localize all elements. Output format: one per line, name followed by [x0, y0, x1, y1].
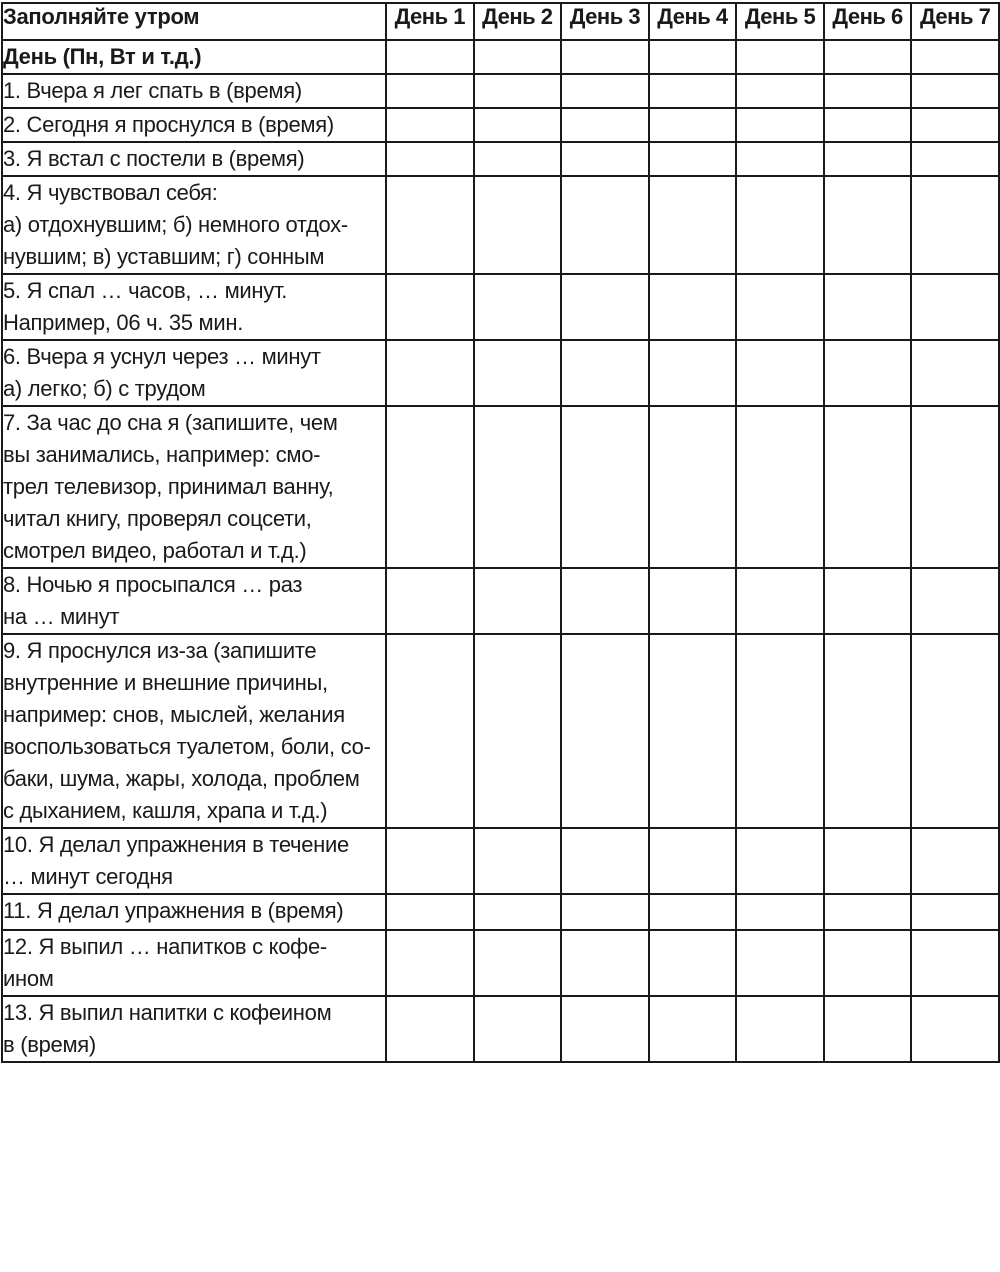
- entry-cell-day-2[interactable]: [474, 340, 562, 406]
- entry-cell-day-4[interactable]: [649, 568, 737, 634]
- sleep-diary-table: [1, 2, 1000, 1063]
- entry-cell-day-4[interactable]: [649, 40, 737, 74]
- entry-cell-day-7[interactable]: [911, 568, 999, 634]
- header-row: [2, 3, 999, 40]
- entry-cell-day-3[interactable]: [561, 340, 649, 406]
- entry-cell-day-7[interactable]: [911, 406, 999, 568]
- entry-cell-day-3[interactable]: [561, 74, 649, 108]
- entry-cell-day-6[interactable]: [824, 894, 912, 930]
- header-fill-in-morning: Заполняйте утром: [2, 3, 386, 40]
- entry-cell-day-6[interactable]: [824, 274, 912, 340]
- table-row: [2, 74, 999, 108]
- table-row: [2, 634, 999, 828]
- entry-cell-day-1[interactable]: [386, 568, 474, 634]
- entry-cell-day-5[interactable]: [736, 894, 824, 930]
- entry-cell-day-3[interactable]: [561, 176, 649, 274]
- row-label: 12. Я выпил … напитков с кофе- ином: [2, 930, 386, 996]
- entry-cell-day-7[interactable]: [911, 142, 999, 176]
- table-row: [2, 996, 999, 1062]
- header-day-1: День 1: [386, 3, 474, 40]
- entry-cell-day-3[interactable]: [561, 634, 649, 828]
- entry-cell-day-4[interactable]: [649, 340, 737, 406]
- entry-cell-day-2[interactable]: [474, 894, 562, 930]
- entry-cell-day-6[interactable]: [824, 996, 912, 1062]
- row-label: 10. Я делал упражнения в течение … минут сегодня: [2, 828, 386, 894]
- entry-cell-day-6[interactable]: [824, 568, 912, 634]
- entry-cell-day-6[interactable]: [824, 634, 912, 828]
- row-label: 8. Ночью я просыпался … раз на … минут: [2, 568, 386, 634]
- entry-cell-day-7[interactable]: [911, 108, 999, 142]
- entry-cell-day-1[interactable]: [386, 40, 474, 74]
- entry-cell-day-7[interactable]: [911, 74, 999, 108]
- header-day-4: День 4: [649, 3, 737, 40]
- entry-cell-day-4[interactable]: [649, 142, 737, 176]
- entry-cell-day-2[interactable]: [474, 828, 562, 894]
- entry-cell-day-3[interactable]: [561, 40, 649, 74]
- entry-cell-day-1[interactable]: [386, 176, 474, 274]
- entry-cell-day-4[interactable]: [649, 176, 737, 274]
- entry-cell-day-3[interactable]: [561, 142, 649, 176]
- entry-cell-day-1[interactable]: [386, 894, 474, 930]
- row-label: 13. Я выпил напитки с кофеином в (время): [2, 996, 386, 1062]
- entry-cell-day-2[interactable]: [474, 142, 562, 176]
- entry-cell-day-3[interactable]: [561, 894, 649, 930]
- entry-cell-day-5[interactable]: [736, 930, 824, 996]
- entry-cell-day-6[interactable]: [824, 74, 912, 108]
- entry-cell-day-1[interactable]: [386, 74, 474, 108]
- row-label: 6. Вчера я уснул через … минут а) легко; б) с трудом: [2, 340, 386, 406]
- entry-cell-day-3[interactable]: [561, 828, 649, 894]
- entry-cell-day-5[interactable]: [736, 40, 824, 74]
- entry-cell-day-3[interactable]: [561, 406, 649, 568]
- table-row: [2, 108, 999, 142]
- entry-cell-day-1[interactable]: [386, 634, 474, 828]
- entry-cell-day-4[interactable]: [649, 406, 737, 568]
- row-label: 1. Вчера я лег спать в (время): [2, 74, 386, 108]
- entry-cell-day-1[interactable]: [386, 142, 474, 176]
- entry-cell-day-5[interactable]: [736, 108, 824, 142]
- row-label: 4. Я чувствовал себя: а) отдохнувшим; б) немного отдох- нувшим; в) уставшим; г) сонным: [2, 176, 386, 274]
- table-row: [2, 40, 999, 74]
- entry-cell-day-4[interactable]: [649, 74, 737, 108]
- entry-cell-day-6[interactable]: [824, 108, 912, 142]
- entry-cell-day-6[interactable]: [824, 340, 912, 406]
- row-label: 7. За час до сна я (запишите, чем вы занимались, например: смо- трел телевизор, принимал ванну, читал книгу, проверял соцсети, смотрел видео, работал и т.д.): [2, 406, 386, 568]
- entry-cell-day-7[interactable]: [911, 176, 999, 274]
- entry-cell-day-3[interactable]: [561, 930, 649, 996]
- entry-cell-day-3[interactable]: [561, 568, 649, 634]
- entry-cell-day-2[interactable]: [474, 274, 562, 340]
- entry-cell-day-2[interactable]: [474, 176, 562, 274]
- entry-cell-day-6[interactable]: [824, 176, 912, 274]
- entry-cell-day-7[interactable]: [911, 828, 999, 894]
- entry-cell-day-4[interactable]: [649, 634, 737, 828]
- entry-cell-day-2[interactable]: [474, 108, 562, 142]
- entry-cell-day-3[interactable]: [561, 274, 649, 340]
- entry-cell-day-4[interactable]: [649, 108, 737, 142]
- row-label: День (Пн, Вт и т.д.): [2, 40, 386, 74]
- entry-cell-day-5[interactable]: [736, 74, 824, 108]
- entry-cell-day-5[interactable]: [736, 340, 824, 406]
- row-label: 3. Я встал с постели в (время): [2, 142, 386, 176]
- entry-cell-day-7[interactable]: [911, 634, 999, 828]
- entry-cell-day-4[interactable]: [649, 930, 737, 996]
- entry-cell-day-5[interactable]: [736, 634, 824, 828]
- header-day-5: День 5: [736, 3, 824, 40]
- entry-cell-day-4[interactable]: [649, 274, 737, 340]
- row-label: 11. Я делал упражнения в (время): [2, 894, 386, 930]
- entry-cell-day-1[interactable]: [386, 996, 474, 1062]
- entry-cell-day-2[interactable]: [474, 406, 562, 568]
- entry-cell-day-7[interactable]: [911, 274, 999, 340]
- entry-cell-day-5[interactable]: [736, 142, 824, 176]
- entry-cell-day-6[interactable]: [824, 828, 912, 894]
- entry-cell-day-2[interactable]: [474, 634, 562, 828]
- entry-cell-day-1[interactable]: [386, 340, 474, 406]
- entry-cell-day-5[interactable]: [736, 406, 824, 568]
- table-row: [2, 176, 999, 274]
- entry-cell-day-7[interactable]: [911, 894, 999, 930]
- entry-cell-day-2[interactable]: [474, 568, 562, 634]
- entry-cell-day-4[interactable]: [649, 828, 737, 894]
- entry-cell-day-1[interactable]: [386, 828, 474, 894]
- entry-cell-day-7[interactable]: [911, 340, 999, 406]
- header-day-7: День 7: [911, 3, 999, 40]
- entry-cell-day-2[interactable]: [474, 930, 562, 996]
- entry-cell-day-4[interactable]: [649, 894, 737, 930]
- entry-cell-day-5[interactable]: [736, 996, 824, 1062]
- entry-cell-day-3[interactable]: [561, 108, 649, 142]
- table-row: [2, 930, 999, 996]
- row-label: 5. Я спал … часов, … минут. Например, 06 ч. 35 мин.: [2, 274, 386, 340]
- entry-cell-day-7[interactable]: [911, 930, 999, 996]
- table-row: [2, 340, 999, 406]
- entry-cell-day-3[interactable]: [561, 996, 649, 1062]
- entry-cell-day-1[interactable]: [386, 274, 474, 340]
- entry-cell-day-6[interactable]: [824, 142, 912, 176]
- entry-cell-day-5[interactable]: [736, 274, 824, 340]
- entry-cell-day-5[interactable]: [736, 176, 824, 274]
- entry-cell-day-2[interactable]: [474, 40, 562, 74]
- entry-cell-day-5[interactable]: [736, 828, 824, 894]
- entry-cell-day-2[interactable]: [474, 996, 562, 1062]
- row-label: 2. Сегодня я проснулся в (время): [2, 108, 386, 142]
- table-row: [2, 894, 999, 930]
- entry-cell-day-4[interactable]: [649, 996, 737, 1062]
- entry-cell-day-6[interactable]: [824, 930, 912, 996]
- entry-cell-day-2[interactable]: [474, 74, 562, 108]
- header-day-2: День 2: [474, 3, 562, 40]
- table-row: [2, 568, 999, 634]
- entry-cell-day-1[interactable]: [386, 406, 474, 568]
- header-day-3: День 3: [561, 3, 649, 40]
- entry-cell-day-1[interactable]: [386, 930, 474, 996]
- entry-cell-day-7[interactable]: [911, 40, 999, 74]
- table-row: [2, 274, 999, 340]
- row-label: 9. Я проснулся из-за (запишите внутренние и внешние причины, например: снов, мыслей, желания воспользоваться туалетом, боли, со- баки, шума, жары, холода, проблем с дыханием, кашля, храпа и т.д.): [2, 634, 386, 828]
- table-row: [2, 142, 999, 176]
- entry-cell-day-1[interactable]: [386, 108, 474, 142]
- header-day-6: День 6: [824, 3, 912, 40]
- entry-cell-day-6[interactable]: [824, 406, 912, 568]
- table-row: [2, 406, 999, 568]
- entry-cell-day-6[interactable]: [824, 40, 912, 74]
- entry-cell-day-5[interactable]: [736, 568, 824, 634]
- table-row: [2, 828, 999, 894]
- entry-cell-day-7[interactable]: [911, 996, 999, 1062]
